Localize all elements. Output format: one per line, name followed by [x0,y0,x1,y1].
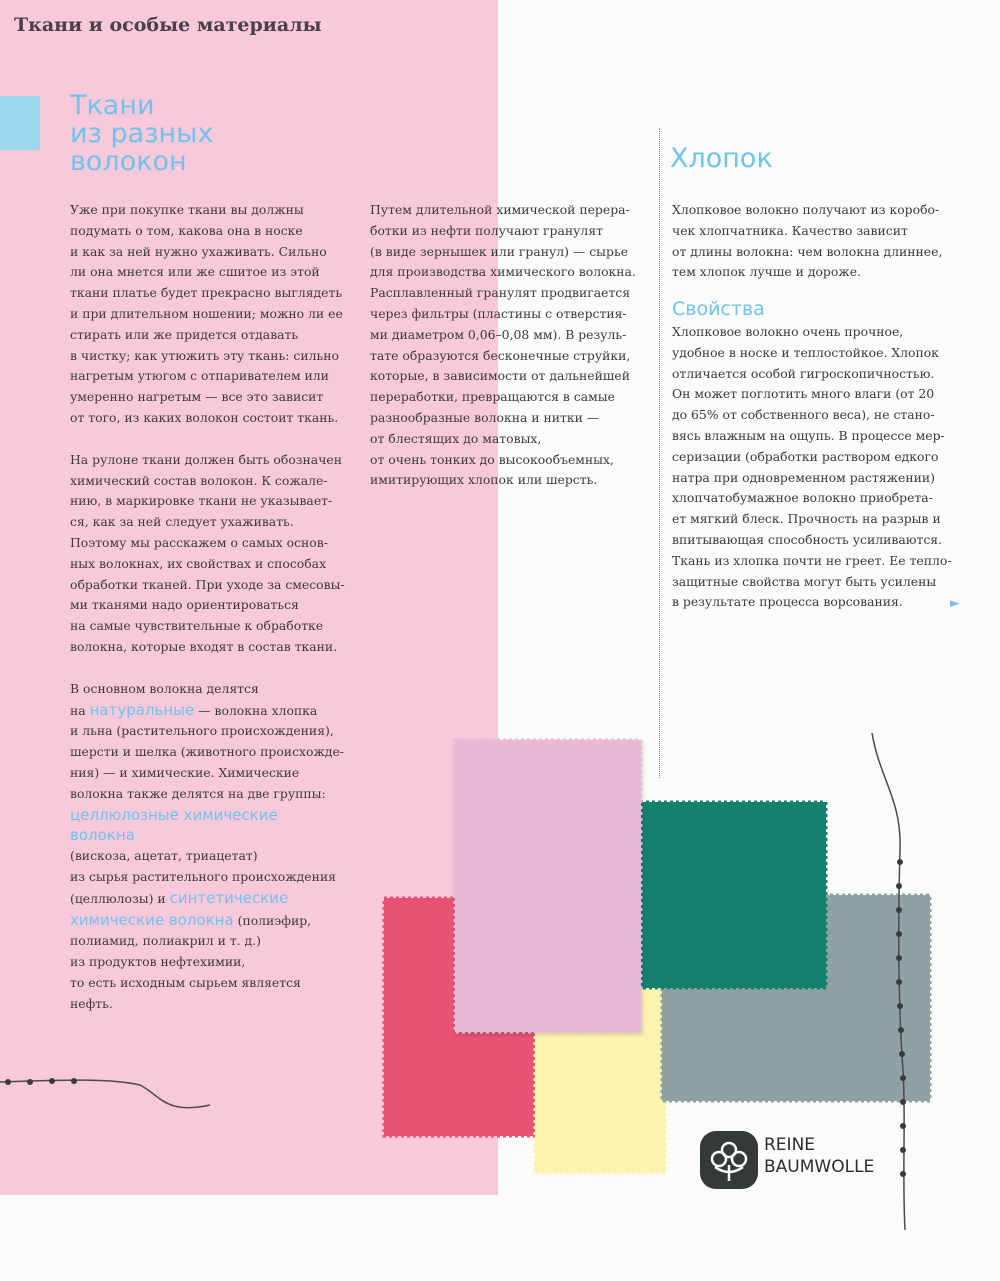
text-line: Поэтому мы расскажем о самых основ- [70,534,328,550]
stitch-dot [897,859,903,865]
text-line: и при длительном ношении; можно ли ее [70,305,343,321]
stitch-dot [49,1078,55,1084]
highlight-cellulose: целлюлозные химические [70,805,278,824]
text-line: от очень тонких до высокообъемных, [370,451,614,467]
highlight-synthetic: химические волокна [70,910,234,929]
stitch-dot [71,1078,77,1084]
text-line: химический состав волокон. К сожале- [70,472,328,488]
text-line: защитные свойства могут быть усилены [672,573,937,589]
text-line: серизации (обработки раствором едкого [672,448,939,464]
text-line: полиамид, полиакрил и т. д.) [70,933,261,949]
highlight-cellulose: волокна [70,826,135,845]
text-line: то есть исходным сырьем является [70,974,301,990]
continue-arrow-icon: ► [950,596,960,611]
text-line: Он может поглотить много влаги (от 20 [672,386,935,402]
page-header: Ткани и особые материалы [14,14,322,36]
main-title-line: волокон [70,146,187,177]
main-title-line: Ткани [70,90,155,121]
cotton-plant-icon [700,1131,758,1189]
stitch-dot [900,1123,906,1129]
text-line: от того, из каких волокон состоит ткань. [70,409,339,425]
badge-line: BAUMWOLLE [764,1157,875,1177]
text-line: шерсти и шелка (животного происхожде- [70,744,344,760]
text-line: от блестящих до матовых, [370,430,542,446]
text-line: ли она мнется или же сшитое из этой [70,264,320,280]
stitch-dot [900,1147,906,1153]
text-line: Расплавленный гранулят продвигается [370,285,631,301]
green-fabric-swatch [640,802,826,988]
text-fragment: (полиэфир, [233,912,312,928]
text-line: в результате процесса ворсования. [672,594,903,610]
stitch-dot [897,1003,903,1009]
text-line: ния) — и химические. Химические [70,764,300,780]
text-line: от длины волокна: чем волокна длиннее, [672,243,943,259]
stitch-dot [900,1171,906,1177]
subsection-title-properties: Свойства [672,298,765,320]
text-line: имитирующих хлопок или шерсть. [370,472,598,488]
text-fragment: на [70,702,90,718]
text-line: тате образуются бесконечные струйки, [370,347,631,363]
text-line: нефть. [70,995,113,1011]
stitch-dot [900,1075,906,1081]
text-line: которые, в зависимости от дальнейшей [370,368,630,384]
text-line: чек хлопчатника. Качество зависит [672,222,908,238]
text-line: переработки, превращаются в самые [370,389,615,405]
text-line: нию, в маркировке ткани не указывает- [70,493,333,509]
text-line: Путем длительной химической перера- [370,202,630,217]
text-line: хлопчатобумажное волокно приобрета- [672,490,933,506]
text-line: Уже при покупке ткани вы должны [70,202,304,217]
text-line: (вискоза, ацетат, триацетат) [70,848,258,864]
text-line: и как за ней нужно ухаживать. Сильно [70,243,327,259]
cotton-boll-left [712,1152,726,1166]
stitch-dot [896,907,902,913]
text-line: стирать или же придется отдавать [70,326,299,342]
text-line: до 65% от собственного веса), не стано- [672,407,935,423]
stitch-dot [896,955,902,961]
text-line: вясь влажным на ощупь. В процессе мер- [672,427,945,443]
text-line: Хлопковое волокно очень прочное, [672,324,904,339]
section-title-cotton: Хлопок [670,143,773,174]
text-line: из продуктов нефтехимии, [70,954,246,970]
text-line: Хлопковое волокно получают из коробо- [672,202,940,217]
stitch-dot [899,1051,905,1057]
text-line: обработки тканей. При уходе за смесовы- [70,576,345,592]
text-fragment: (целлюлозы) и [70,890,170,906]
badge-label [764,1134,874,1178]
cotton-boll-right [732,1152,746,1166]
text-line: Ткань из хлопка почти не греет. Ее тепло- [672,552,952,568]
text-line: тем хлопок лучше и дороже. [672,264,861,280]
highlight-synthetic: синтетические [169,888,289,907]
text-line: ми тканями надо ориентироваться [70,597,299,613]
text-line: из сырья растительного происхождения [70,868,336,884]
text-line: ткани платье будет прекрасно выглядеть [70,285,343,301]
text-line: нагретым утюгом с отпаривателем или [70,368,329,384]
stitch-dot [896,883,902,889]
text-line: ся, как за ней следует ухаживать. [70,514,294,530]
text-line: На рулоне ткани должен быть обозначен [70,451,342,467]
text-line: через фильтры (пластины с отверстия- [370,305,627,321]
text-line: ет мягкий блеск. Прочность на разрыв и [672,511,941,527]
stitch-dot [5,1079,11,1085]
text-line: удобное в носке и теплостойкое. Хлопок [672,344,939,360]
text-line: натра при одновременном растяжении) [672,469,935,485]
stitch-dot [27,1079,33,1085]
cotton-plant-icon-graphic [700,1131,758,1189]
text-line: подумать о том, какова она в носке [70,222,303,238]
text-line: и льна (растительного происхождения), [70,723,334,739]
text-line: умеренно нагретым — все это зависит [70,389,324,405]
text-line: ми диаметром 0,06–0,08 мм). В резуль- [370,326,627,342]
text-line: ботки из нефти получают гранулят [370,222,603,238]
text-line: (в виде зернышек или гранул) — сырье [370,243,629,259]
lilac-fabric-swatch [455,740,641,1032]
stitch-dot [900,1099,906,1105]
main-title-line: из разных [70,118,214,149]
text-line: отличается особой гигроскопичностью. [672,365,935,381]
text-line: волокна также делятся на две группы: [70,785,326,801]
stitch-dot [896,931,902,937]
stitch-dot [898,1027,904,1033]
text-line: разнообразные волокна и нитки — [370,409,600,425]
text-line: В основном волокна делятся [70,680,259,696]
text-line: ных волокнах, их свойствах и способах [70,555,327,571]
text-line: в чистку; как утюжить эту ткань: сильно [70,347,339,363]
text-fragment: — волокна хлопка [194,702,318,718]
highlight-natural: натуральные [89,700,195,719]
badge-line: REINE [764,1135,816,1155]
text-line: волокна, которые входят в состав ткани. [70,638,338,654]
stitch-dot [896,979,902,985]
text-line: впитывающая способность усиливаются. [672,531,943,547]
text-line: на самые чувствительные к обработке [70,618,324,634]
text-line: для производства химического волокна. [370,264,636,280]
